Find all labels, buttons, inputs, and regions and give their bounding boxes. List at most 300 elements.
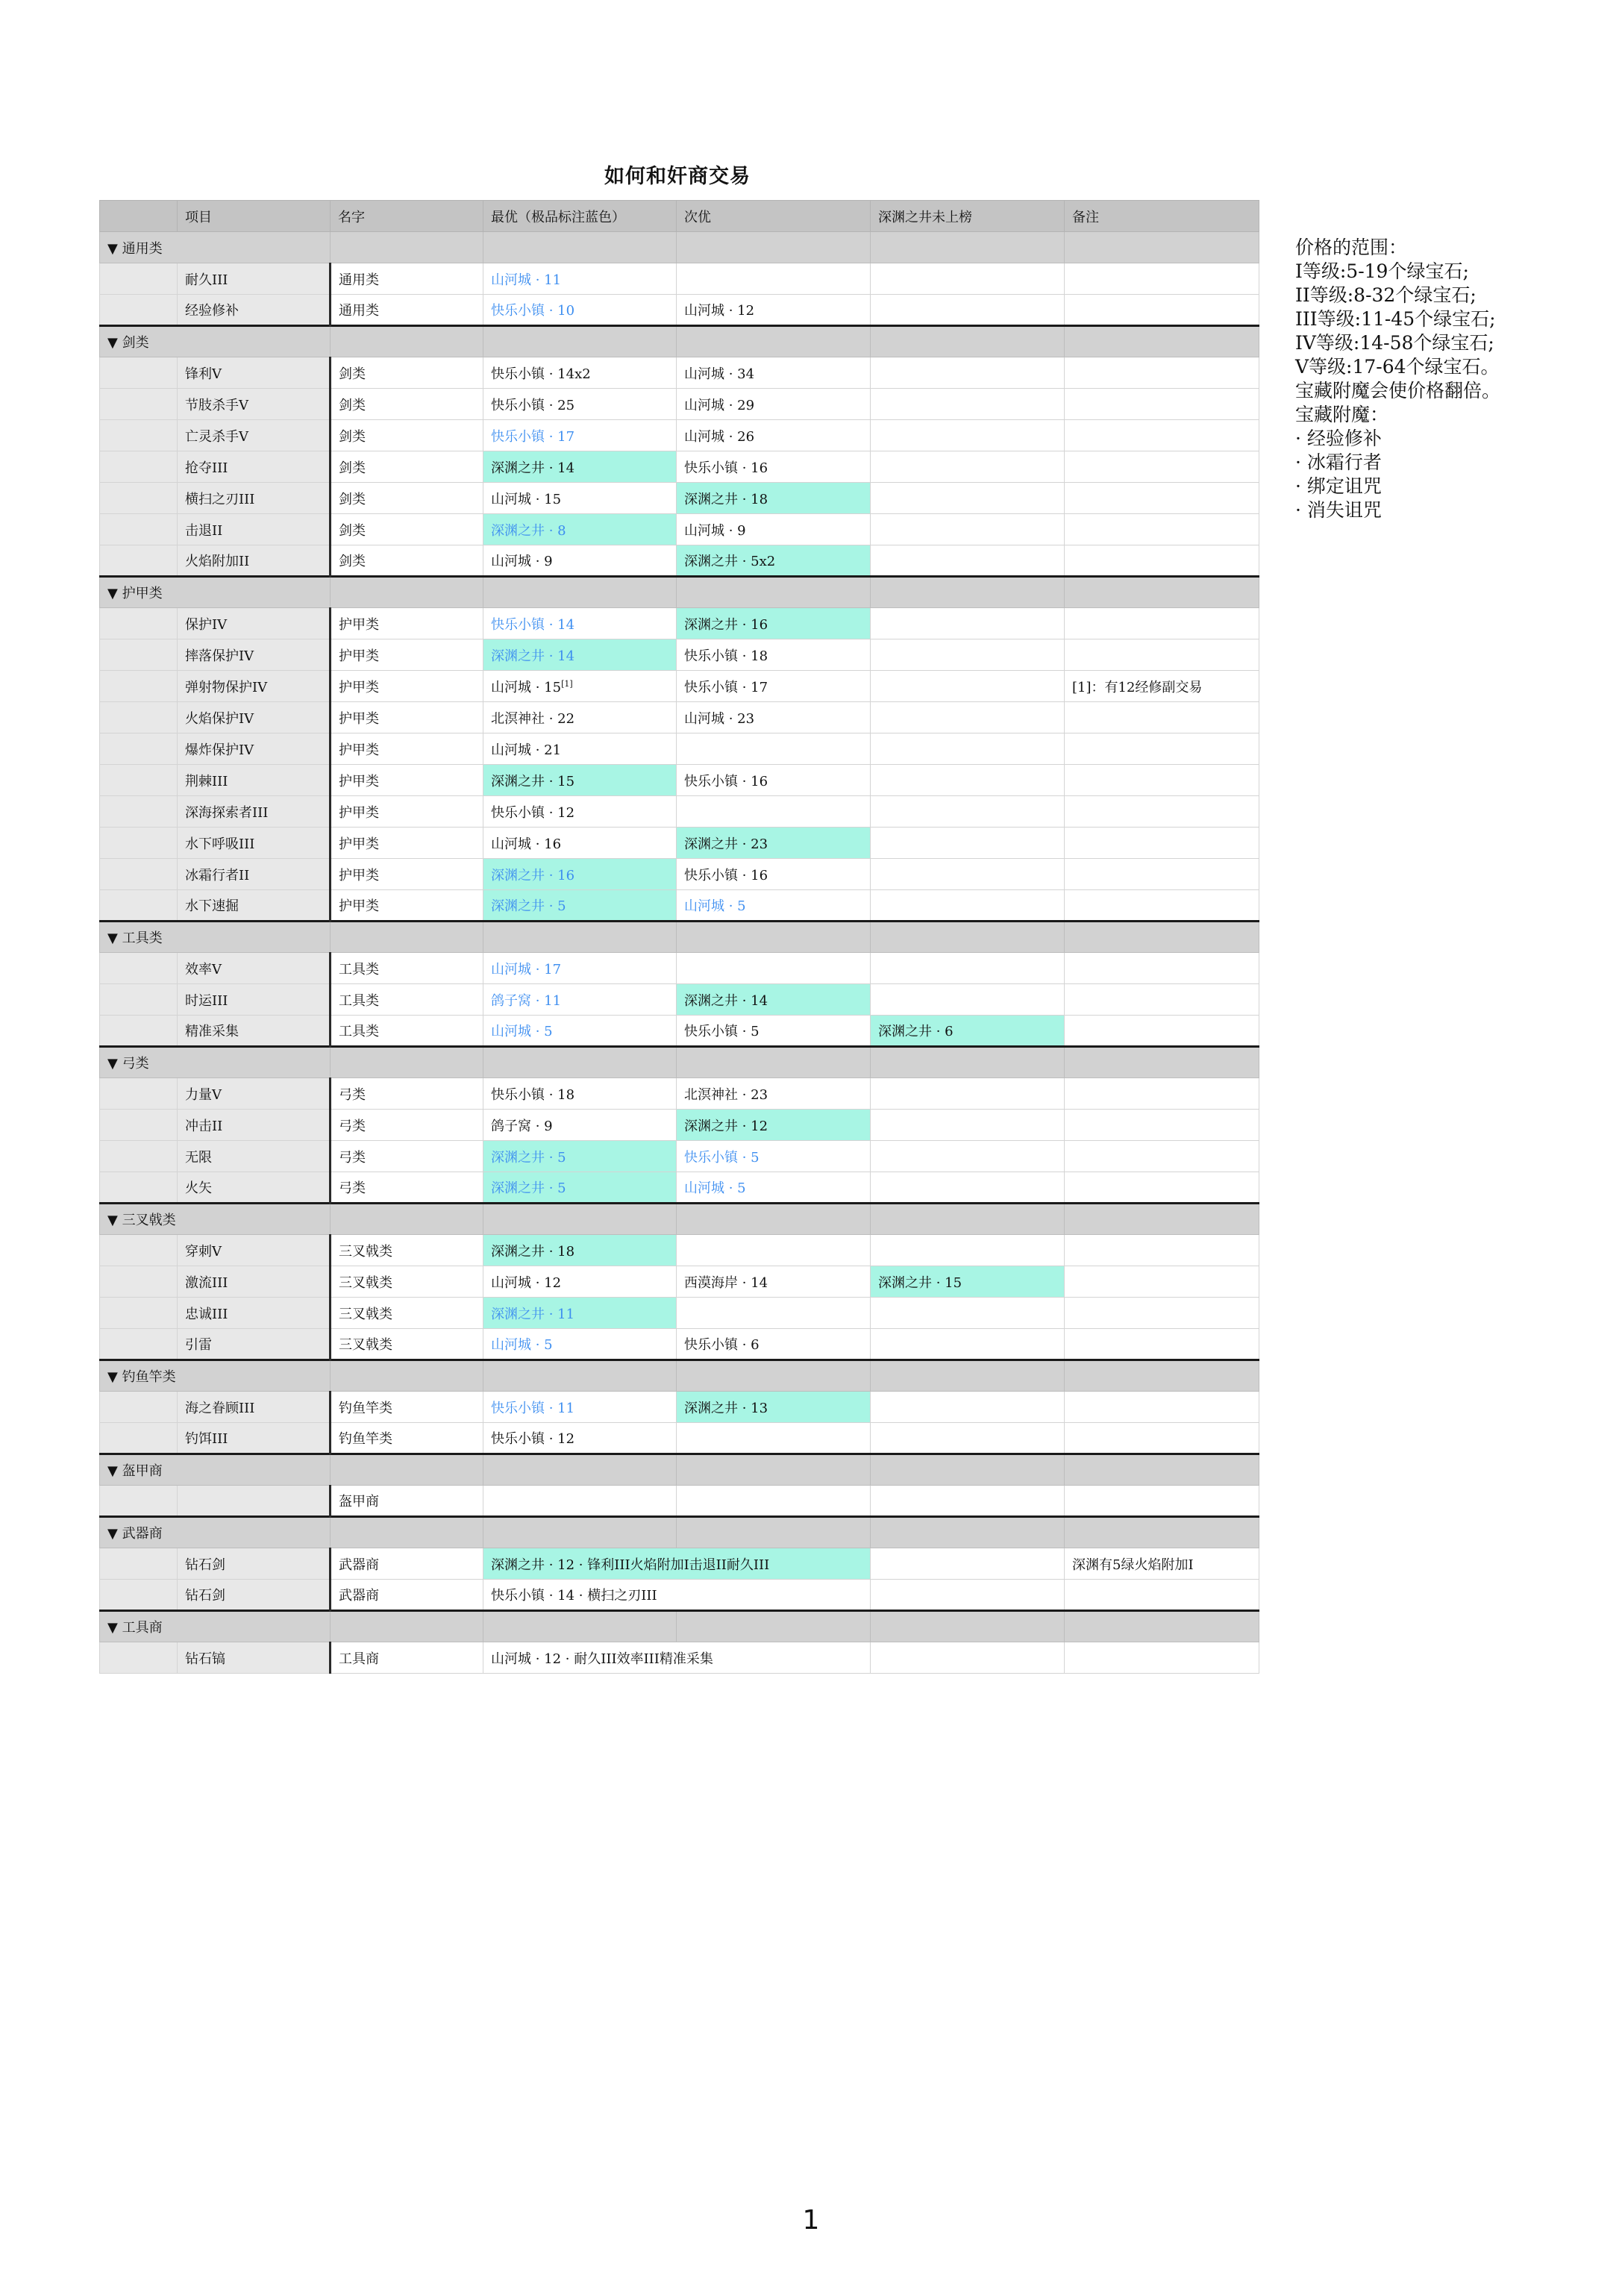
best-cell[interactable] bbox=[483, 420, 677, 451]
note-cell[interactable] bbox=[1065, 1266, 1259, 1298]
section-label[interactable]: ▼ 剑类 bbox=[100, 326, 331, 357]
note-cell[interactable] bbox=[1065, 733, 1259, 765]
item-cell[interactable]: 冰霜行者II bbox=[178, 859, 331, 890]
second-cell[interactable] bbox=[677, 828, 871, 859]
section-cell bbox=[331, 232, 483, 263]
name-cell[interactable]: 工具商 bbox=[331, 1642, 483, 1674]
third-cell[interactable] bbox=[871, 1486, 1065, 1517]
best-cell[interactable] bbox=[483, 389, 677, 420]
name-cell[interactable]: 护甲类 bbox=[331, 890, 483, 922]
name-cell[interactable]: 三叉戟类 bbox=[331, 1298, 483, 1329]
second-cell[interactable] bbox=[871, 1580, 1065, 1611]
note-cell[interactable] bbox=[1065, 389, 1259, 420]
best-cell[interactable] bbox=[483, 1266, 677, 1298]
item-cell[interactable]: 穿刺V bbox=[178, 1235, 331, 1266]
name-cell[interactable]: 盔甲商 bbox=[331, 1486, 483, 1517]
second-cell[interactable] bbox=[677, 1298, 871, 1329]
third-cell[interactable] bbox=[871, 1141, 1065, 1172]
section-cell bbox=[677, 1611, 871, 1642]
item-cell[interactable]: 冲击II bbox=[178, 1110, 331, 1141]
second-cell[interactable] bbox=[677, 1172, 871, 1204]
note-cell[interactable] bbox=[1065, 765, 1259, 796]
note-cell[interactable]: [1]：有12经修副交易 bbox=[1065, 671, 1259, 702]
second-cell[interactable] bbox=[677, 1141, 871, 1172]
second-cell[interactable] bbox=[871, 1642, 1065, 1674]
section-cell bbox=[483, 232, 677, 263]
note-cell[interactable] bbox=[1065, 608, 1259, 639]
second-cell[interactable] bbox=[677, 702, 871, 733]
name-cell[interactable]: 通用类 bbox=[331, 295, 483, 326]
second-cell[interactable] bbox=[677, 608, 871, 639]
name-cell[interactable]: 护甲类 bbox=[331, 828, 483, 859]
note-cell[interactable] bbox=[1065, 263, 1259, 295]
third-cell[interactable] bbox=[871, 1266, 1065, 1298]
third-cell[interactable] bbox=[871, 263, 1065, 295]
second-cell[interactable] bbox=[677, 1235, 871, 1266]
note-cell[interactable] bbox=[1065, 796, 1259, 828]
third-cell[interactable] bbox=[871, 984, 1065, 1016]
name-cell[interactable]: 工具类 bbox=[331, 1016, 483, 1047]
second-cell[interactable] bbox=[677, 953, 871, 984]
section-label[interactable]: ▼ 钓鱼竿类 bbox=[100, 1360, 331, 1392]
third-cell[interactable] bbox=[871, 733, 1065, 765]
item-cell[interactable]: 效率V bbox=[178, 953, 331, 984]
third-cell[interactable] bbox=[871, 859, 1065, 890]
note-cell[interactable] bbox=[1065, 1016, 1259, 1047]
name-cell[interactable]: 工具类 bbox=[331, 984, 483, 1016]
item-cell[interactable]: 深海探索者III bbox=[178, 796, 331, 828]
note-cell[interactable] bbox=[1065, 1235, 1259, 1266]
name-cell[interactable]: 武器商 bbox=[331, 1580, 483, 1611]
note-cell[interactable] bbox=[1065, 451, 1259, 483]
best-cell[interactable] bbox=[483, 1486, 677, 1517]
second-cell[interactable] bbox=[677, 1110, 871, 1141]
second-cell[interactable] bbox=[677, 1329, 871, 1360]
section-row[interactable] bbox=[100, 1360, 1259, 1392]
item-cell[interactable]: 抢夺III bbox=[178, 451, 331, 483]
second-value: 深渊之井 · 13 bbox=[684, 1400, 768, 1416]
third-cell[interactable] bbox=[871, 295, 1065, 326]
row-indent bbox=[100, 263, 178, 295]
table-row bbox=[100, 357, 1259, 389]
item-cell[interactable] bbox=[178, 1486, 331, 1517]
section-label[interactable]: ▼ 护甲类 bbox=[100, 577, 331, 608]
best-cell[interactable] bbox=[483, 1110, 677, 1141]
section-label[interactable]: ▼ 弓类 bbox=[100, 1047, 331, 1078]
second-cell[interactable] bbox=[677, 1266, 871, 1298]
best-cell[interactable] bbox=[483, 1235, 677, 1266]
second-value: 深渊之井 · 14 bbox=[684, 992, 768, 1009]
third-cell[interactable] bbox=[871, 608, 1065, 639]
best-value: 深渊之井 · 14 bbox=[491, 460, 575, 476]
second-cell[interactable] bbox=[677, 671, 871, 702]
note-cell[interactable] bbox=[1065, 1580, 1259, 1611]
item-cell[interactable]: 经验修补 bbox=[178, 295, 331, 326]
item-cell[interactable]: 火焰保护IV bbox=[178, 702, 331, 733]
best-value: 快乐小镇 · 14x2 bbox=[491, 366, 591, 382]
note-line: · 冰霜行者 bbox=[1295, 451, 1382, 473]
name-cell[interactable]: 剑类 bbox=[331, 420, 483, 451]
best-cell[interactable] bbox=[483, 890, 677, 922]
best-cell[interactable] bbox=[483, 639, 677, 671]
section-row[interactable] bbox=[100, 326, 1259, 357]
item-cell[interactable]: 保护IV bbox=[178, 608, 331, 639]
best-cell[interactable] bbox=[483, 828, 677, 859]
second-value: 山河城 · 34 bbox=[684, 366, 755, 382]
note-cell[interactable] bbox=[1065, 1298, 1259, 1329]
note-cell[interactable] bbox=[1065, 859, 1259, 890]
row-indent bbox=[100, 514, 178, 545]
section-row[interactable] bbox=[100, 1517, 1259, 1548]
item-cell[interactable]: 横扫之刃III bbox=[178, 483, 331, 514]
note-line: · 消失诅咒 bbox=[1295, 499, 1382, 521]
note-cell[interactable] bbox=[1065, 1423, 1259, 1454]
third-cell[interactable] bbox=[871, 357, 1065, 389]
name-cell[interactable]: 剑类 bbox=[331, 389, 483, 420]
item-cell[interactable]: 锋利V bbox=[178, 357, 331, 389]
best-cell[interactable] bbox=[483, 984, 677, 1016]
best-cell[interactable] bbox=[483, 671, 677, 702]
table-row bbox=[100, 1078, 1259, 1110]
third-cell[interactable] bbox=[871, 1110, 1065, 1141]
best-value: 快乐小镇 · 25 bbox=[491, 397, 575, 413]
name-cell[interactable]: 剑类 bbox=[331, 514, 483, 545]
section-cell bbox=[677, 1204, 871, 1235]
note-cell[interactable] bbox=[1065, 545, 1259, 577]
item-cell[interactable]: 力量V bbox=[178, 1078, 331, 1110]
section-row[interactable] bbox=[100, 577, 1259, 608]
name-cell[interactable]: 护甲类 bbox=[331, 796, 483, 828]
name-cell[interactable]: 钓鱼竿类 bbox=[331, 1392, 483, 1423]
best-cell[interactable] bbox=[483, 1642, 871, 1674]
section-cell bbox=[331, 1047, 483, 1078]
page-title: 如何和奸商交易 bbox=[604, 165, 751, 188]
best-cell[interactable] bbox=[483, 733, 677, 765]
best-cell[interactable] bbox=[483, 1329, 677, 1360]
item-cell[interactable]: 弹射物保护IV bbox=[178, 671, 331, 702]
section-row[interactable] bbox=[100, 1454, 1259, 1486]
section-cell bbox=[1065, 1611, 1259, 1642]
item-cell[interactable]: 引雷 bbox=[178, 1329, 331, 1360]
name-cell[interactable]: 护甲类 bbox=[331, 733, 483, 765]
second-cell[interactable] bbox=[677, 796, 871, 828]
header-row bbox=[100, 201, 1259, 232]
best-cell[interactable] bbox=[483, 953, 677, 984]
section-row[interactable] bbox=[100, 1047, 1259, 1078]
name-cell[interactable]: 剑类 bbox=[331, 451, 483, 483]
note-cell[interactable] bbox=[1065, 483, 1259, 514]
name-cell[interactable]: 三叉戟类 bbox=[331, 1329, 483, 1360]
section-row[interactable] bbox=[100, 922, 1259, 953]
item-cell[interactable]: 火矢 bbox=[178, 1172, 331, 1204]
note-cell[interactable] bbox=[1065, 1392, 1259, 1423]
item-cell[interactable]: 水下速掘 bbox=[178, 890, 331, 922]
name-cell[interactable]: 通用类 bbox=[331, 263, 483, 295]
best-cell[interactable] bbox=[483, 1172, 677, 1204]
best-cell[interactable] bbox=[483, 1141, 677, 1172]
section-label[interactable]: ▼ 盔甲商 bbox=[100, 1454, 331, 1486]
third-cell[interactable] bbox=[871, 1172, 1065, 1204]
item-cell[interactable]: 钻石剑 bbox=[178, 1580, 331, 1611]
best-cell[interactable] bbox=[483, 1298, 677, 1329]
name-cell[interactable]: 剑类 bbox=[331, 357, 483, 389]
item-cell[interactable]: 时运III bbox=[178, 984, 331, 1016]
best-cell[interactable] bbox=[483, 357, 677, 389]
table-row bbox=[100, 1392, 1259, 1423]
row-indent bbox=[100, 1110, 178, 1141]
item-cell[interactable]: 耐久III bbox=[178, 263, 331, 295]
section-cell bbox=[1065, 326, 1259, 357]
section-row[interactable] bbox=[100, 1611, 1259, 1642]
best-cell[interactable] bbox=[483, 1078, 677, 1110]
second-cell[interactable] bbox=[677, 483, 871, 514]
item-cell[interactable]: 爆炸保护IV bbox=[178, 733, 331, 765]
item-cell[interactable]: 钓饵III bbox=[178, 1423, 331, 1454]
item-cell[interactable]: 亡灵杀手V bbox=[178, 420, 331, 451]
name-cell[interactable]: 剑类 bbox=[331, 545, 483, 577]
second-value: 深渊之井 · 5x2 bbox=[684, 554, 776, 569]
table-row bbox=[100, 1141, 1259, 1172]
section-label[interactable]: ▼ 三叉戟类 bbox=[100, 1204, 331, 1235]
second-cell[interactable] bbox=[677, 733, 871, 765]
name-cell[interactable]: 工具类 bbox=[331, 953, 483, 984]
name-cell[interactable]: 护甲类 bbox=[331, 765, 483, 796]
table-row bbox=[100, 1266, 1259, 1298]
third-cell[interactable] bbox=[871, 1392, 1065, 1423]
third-cell[interactable] bbox=[871, 1016, 1065, 1047]
table-row bbox=[100, 828, 1259, 859]
second-cell[interactable] bbox=[677, 1423, 871, 1454]
third-cell[interactable] bbox=[871, 890, 1065, 922]
best-cell[interactable] bbox=[483, 859, 677, 890]
best-value: 山河城 · 15 bbox=[491, 679, 562, 695]
item-cell[interactable]: 摔落保护IV bbox=[178, 639, 331, 671]
name-cell[interactable]: 武器商 bbox=[331, 1548, 483, 1580]
best-value: 深渊之井 · 11 bbox=[491, 1306, 575, 1322]
table-row bbox=[100, 1298, 1259, 1329]
best-value: 北溟神社 · 22 bbox=[491, 710, 575, 727]
second-cell[interactable] bbox=[677, 389, 871, 420]
note-cell[interactable] bbox=[1065, 702, 1259, 733]
name-cell[interactable]: 剑类 bbox=[331, 483, 483, 514]
section-row[interactable] bbox=[100, 232, 1259, 263]
second-value: 快乐小镇 · 17 bbox=[684, 679, 768, 695]
best-value: 山河城 · 17 bbox=[491, 961, 562, 977]
best-value: 山河城 · 5 bbox=[491, 1024, 553, 1039]
best-cell[interactable] bbox=[483, 796, 677, 828]
note-cell[interactable]: 深渊有5绿火焰附加I bbox=[1065, 1548, 1259, 1580]
name-cell[interactable]: 护甲类 bbox=[331, 639, 483, 671]
best-cell[interactable] bbox=[483, 263, 677, 295]
second-cell[interactable] bbox=[677, 639, 871, 671]
second-cell[interactable] bbox=[677, 1078, 871, 1110]
best-value: 深渊之井 · 5 bbox=[491, 1180, 566, 1196]
second-cell[interactable] bbox=[677, 1486, 871, 1517]
name-cell[interactable]: 护甲类 bbox=[331, 702, 483, 733]
section-label[interactable]: ▼ 工具类 bbox=[100, 922, 331, 953]
table-row bbox=[100, 1172, 1259, 1204]
row-indent bbox=[100, 1548, 178, 1580]
best-cell[interactable] bbox=[483, 1392, 677, 1423]
name-cell[interactable]: 三叉戟类 bbox=[331, 1266, 483, 1298]
section-cell bbox=[331, 922, 483, 953]
third-cell[interactable] bbox=[871, 1298, 1065, 1329]
item-cell[interactable]: 海之眷顾III bbox=[178, 1392, 331, 1423]
note-cell[interactable] bbox=[1065, 890, 1259, 922]
best-value: 快乐小镇 · 11 bbox=[491, 1400, 575, 1416]
note-cell[interactable] bbox=[1065, 1172, 1259, 1204]
third-cell[interactable] bbox=[871, 1423, 1065, 1454]
third-cell[interactable] bbox=[871, 639, 1065, 671]
item-cell[interactable]: 精准采集 bbox=[178, 1016, 331, 1047]
section-label[interactable]: ▼ 武器商 bbox=[100, 1517, 331, 1548]
item-cell[interactable]: 钻石剑 bbox=[178, 1548, 331, 1580]
third-cell[interactable] bbox=[871, 828, 1065, 859]
second-value: 快乐小镇 · 16 bbox=[684, 460, 768, 476]
note-cell[interactable] bbox=[1065, 828, 1259, 859]
best-value: 山河城 · 21 bbox=[491, 742, 562, 758]
third-cell[interactable] bbox=[871, 389, 1065, 420]
name-cell[interactable]: 弓类 bbox=[331, 1078, 483, 1110]
best-cell[interactable] bbox=[483, 765, 677, 796]
section-cell bbox=[1065, 1360, 1259, 1392]
second-cell[interactable] bbox=[677, 765, 871, 796]
best-cell[interactable] bbox=[483, 608, 677, 639]
best-cell[interactable] bbox=[483, 451, 677, 483]
section-cell bbox=[1065, 1517, 1259, 1548]
second-cell[interactable] bbox=[677, 984, 871, 1016]
section-cell bbox=[871, 1047, 1065, 1078]
section-cell bbox=[483, 1360, 677, 1392]
name-cell[interactable]: 护甲类 bbox=[331, 859, 483, 890]
third-cell[interactable] bbox=[871, 765, 1065, 796]
note-cell[interactable] bbox=[1065, 295, 1259, 326]
third-cell[interactable] bbox=[871, 483, 1065, 514]
third-cell[interactable] bbox=[871, 420, 1065, 451]
third-cell[interactable] bbox=[871, 1078, 1065, 1110]
item-cell[interactable]: 节肢杀手V bbox=[178, 389, 331, 420]
best-cell[interactable] bbox=[483, 1548, 871, 1580]
note-cell[interactable] bbox=[1065, 639, 1259, 671]
row-indent bbox=[100, 1423, 178, 1454]
second-cell[interactable] bbox=[677, 545, 871, 577]
section-cell bbox=[871, 232, 1065, 263]
third-cell[interactable] bbox=[871, 1235, 1065, 1266]
item-cell[interactable]: 荆棘III bbox=[178, 765, 331, 796]
note-cell[interactable] bbox=[1065, 420, 1259, 451]
second-value: 深渊之井 · 18 bbox=[684, 491, 768, 507]
row-indent bbox=[100, 420, 178, 451]
note-cell[interactable] bbox=[1065, 1141, 1259, 1172]
second-cell[interactable] bbox=[677, 1016, 871, 1047]
best-cell[interactable] bbox=[483, 545, 677, 577]
section-label[interactable]: ▼ 工具商 bbox=[100, 1611, 331, 1642]
note-cell[interactable] bbox=[1065, 1329, 1259, 1360]
section-cell bbox=[1065, 1204, 1259, 1235]
second-cell[interactable] bbox=[677, 1392, 871, 1423]
second-cell[interactable] bbox=[677, 420, 871, 451]
row-indent bbox=[100, 1141, 178, 1172]
second-cell[interactable] bbox=[677, 514, 871, 545]
second-cell[interactable] bbox=[677, 357, 871, 389]
best-cell[interactable] bbox=[483, 1016, 677, 1047]
second-value: 深渊之井 · 16 bbox=[684, 616, 768, 633]
table-row bbox=[100, 295, 1259, 326]
note-cell[interactable] bbox=[1065, 1486, 1259, 1517]
second-value: 北溟神社 · 23 bbox=[684, 1086, 768, 1103]
row-indent bbox=[100, 1392, 178, 1423]
second-value: 快乐小镇 · 5 bbox=[684, 1149, 760, 1166]
item-cell[interactable]: 击退II bbox=[178, 514, 331, 545]
second-cell[interactable] bbox=[677, 295, 871, 326]
section-cell bbox=[677, 922, 871, 953]
third-cell[interactable] bbox=[871, 671, 1065, 702]
note-cell[interactable] bbox=[1065, 953, 1259, 984]
item-cell[interactable]: 无限 bbox=[178, 1141, 331, 1172]
note-cell[interactable] bbox=[1065, 1642, 1259, 1674]
table-row bbox=[100, 1110, 1259, 1141]
best-cell[interactable] bbox=[483, 514, 677, 545]
name-cell[interactable]: 护甲类 bbox=[331, 671, 483, 702]
best-cell[interactable] bbox=[483, 702, 677, 733]
item-cell[interactable]: 钻石镐 bbox=[178, 1642, 331, 1674]
best-value: 快乐小镇 · 18 bbox=[491, 1086, 575, 1103]
footnote-marker: [1] bbox=[561, 678, 573, 689]
section-label[interactable]: ▼ 通用类 bbox=[100, 232, 331, 263]
item-cell[interactable]: 激流III bbox=[178, 1266, 331, 1298]
third-cell[interactable] bbox=[871, 545, 1065, 577]
section-cell bbox=[871, 326, 1065, 357]
best-cell[interactable] bbox=[483, 295, 677, 326]
third-cell[interactable] bbox=[871, 514, 1065, 545]
name-cell[interactable]: 钓鱼竿类 bbox=[331, 1423, 483, 1454]
second-cell[interactable] bbox=[871, 1548, 1065, 1580]
third-cell[interactable] bbox=[871, 451, 1065, 483]
note-cell[interactable] bbox=[1065, 357, 1259, 389]
second-cell[interactable] bbox=[677, 263, 871, 295]
table-row bbox=[100, 263, 1259, 295]
note-cell[interactable] bbox=[1065, 514, 1259, 545]
third-cell[interactable] bbox=[871, 953, 1065, 984]
table-row bbox=[100, 483, 1259, 514]
second-cell[interactable] bbox=[677, 890, 871, 922]
third-cell[interactable] bbox=[871, 702, 1065, 733]
name-cell[interactable]: 三叉戟类 bbox=[331, 1235, 483, 1266]
best-cell[interactable] bbox=[483, 1423, 677, 1454]
item-cell[interactable]: 火焰附加II bbox=[178, 545, 331, 577]
third-cell[interactable] bbox=[871, 1329, 1065, 1360]
column-header: 最优（极品标注蓝色） bbox=[483, 201, 677, 232]
second-cell[interactable] bbox=[677, 859, 871, 890]
section-cell bbox=[677, 1360, 871, 1392]
name-cell[interactable]: 护甲类 bbox=[331, 608, 483, 639]
best-value: 深渊之井 · 15 bbox=[491, 773, 575, 789]
row-indent bbox=[100, 796, 178, 828]
name-cell[interactable]: 弓类 bbox=[331, 1141, 483, 1172]
best-cell[interactable] bbox=[483, 483, 677, 514]
note-cell[interactable] bbox=[1065, 984, 1259, 1016]
best-cell[interactable] bbox=[483, 1580, 871, 1611]
section-row[interactable] bbox=[100, 1204, 1259, 1235]
note-cell[interactable] bbox=[1065, 1110, 1259, 1141]
item-cell[interactable]: 水下呼吸III bbox=[178, 828, 331, 859]
name-cell[interactable]: 弓类 bbox=[331, 1172, 483, 1204]
note-cell[interactable] bbox=[1065, 1078, 1259, 1110]
item-cell[interactable]: 忠诚III bbox=[178, 1298, 331, 1329]
third-cell[interactable] bbox=[871, 796, 1065, 828]
second-cell[interactable] bbox=[677, 451, 871, 483]
name-cell[interactable]: 弓类 bbox=[331, 1110, 483, 1141]
